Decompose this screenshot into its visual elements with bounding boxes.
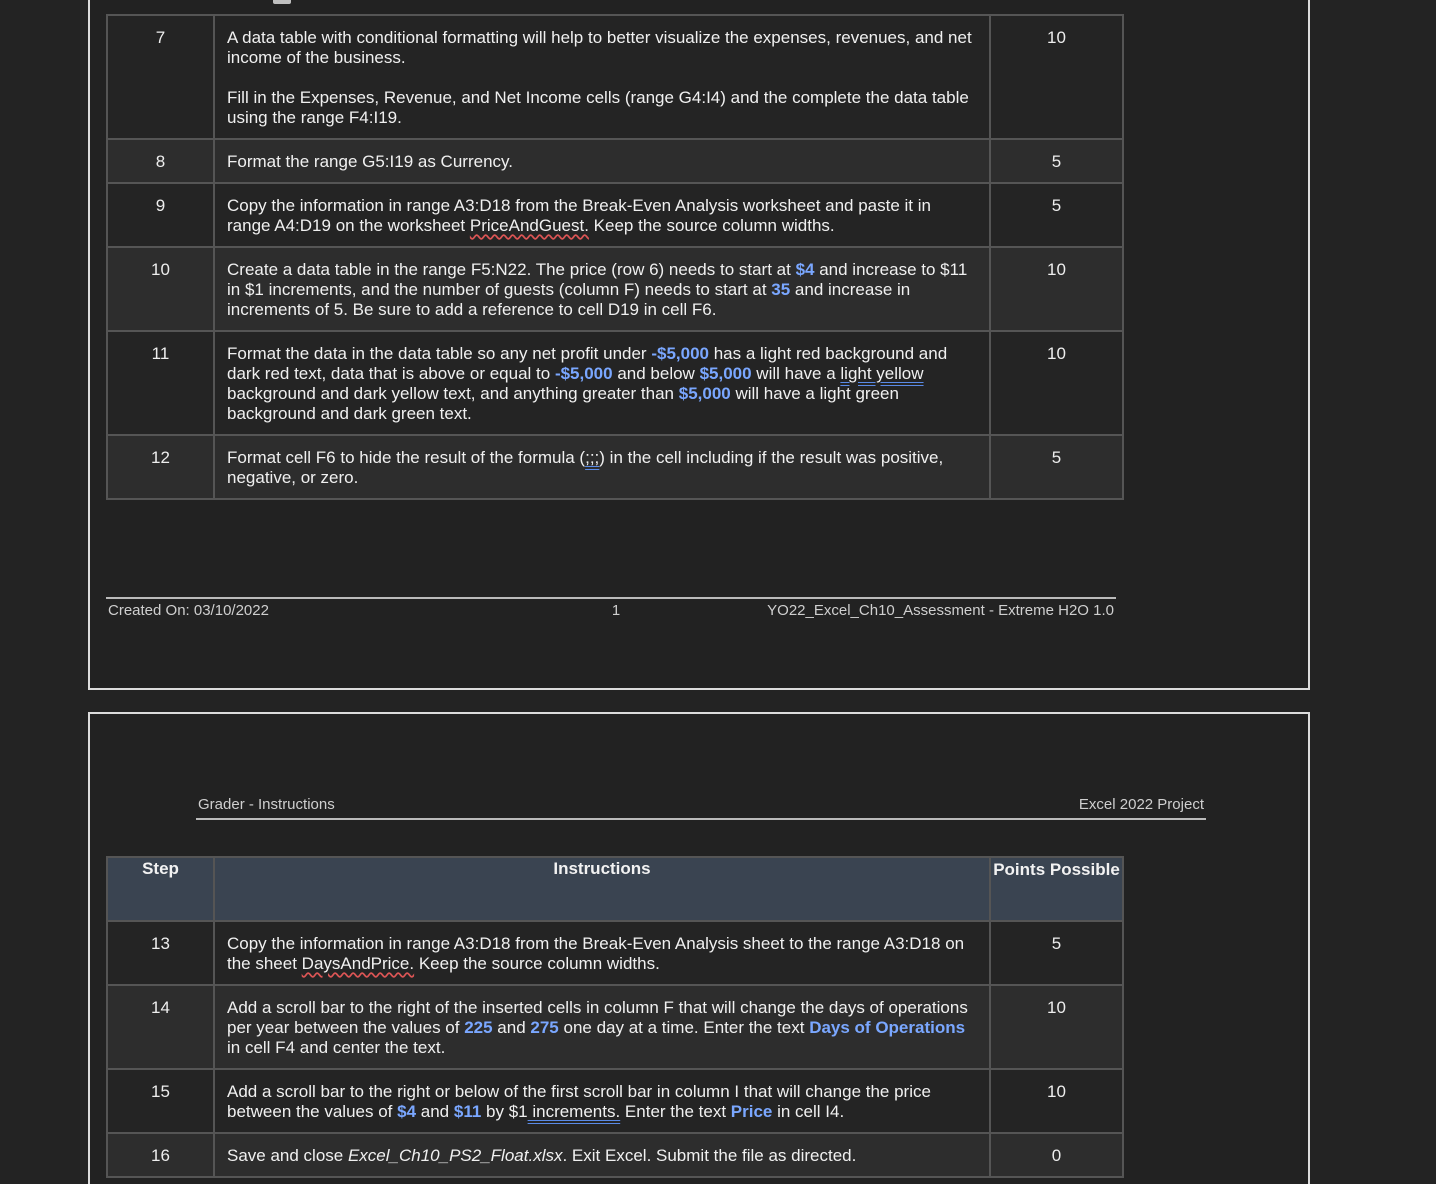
grammar-check-word: increments.	[527, 1102, 621, 1121]
points-value: 5	[990, 139, 1123, 183]
points-value: 5	[990, 435, 1123, 499]
file-name: Excel_Ch10_PS2_Float.xlsx	[347, 1146, 563, 1165]
instruction-text: Save and close Excel_Ch10_PS2_Float.xlsx. Exit Excel. Submit the file as directed.	[214, 1133, 990, 1177]
highlight-value: Days of Operations	[809, 1018, 966, 1037]
header-right: Excel 2022 Project	[1078, 796, 1204, 813]
points-value: 10	[990, 15, 1123, 139]
points-value: 10	[990, 985, 1123, 1069]
table-header-row	[107, 857, 1123, 921]
step-number: 10	[107, 247, 214, 331]
instruction-paragraph: A data table with conditional formatting will help to better visualize the expenses, revenues, and net income of the business.	[227, 28, 972, 67]
grammar-check-word: light yellow	[840, 364, 924, 383]
column-header-step: Step	[107, 857, 214, 921]
instruction-text: Format cell F6 to hide the result of the formula (;;;) in the cell including if the result was positive, negative, or zero.	[214, 435, 990, 499]
instruction-text: Format the range G5:I19 as Currency.	[214, 139, 990, 183]
points-value: 0	[990, 1133, 1123, 1177]
page-header	[196, 796, 1206, 820]
step-number: 16	[107, 1133, 214, 1177]
highlight-value: $4	[795, 260, 815, 279]
highlight-value: -$5,000	[554, 364, 613, 383]
points-value: 5	[990, 183, 1123, 247]
column-header-points: Points Possible	[990, 857, 1123, 921]
table-row	[107, 1133, 1123, 1177]
step-number: 7	[107, 15, 214, 139]
highlight-value: $5,000	[699, 364, 752, 383]
points-value: 10	[990, 331, 1123, 435]
spellcheck-word: PriceAndGuest.	[469, 216, 589, 235]
grammar-check-word: ;;;	[585, 448, 600, 467]
spellcheck-word: DaysAndPrice.	[301, 954, 415, 973]
page-number: 1	[611, 602, 621, 619]
table-row	[107, 247, 1123, 331]
points-value: 5	[990, 921, 1123, 985]
step-number: 9	[107, 183, 214, 247]
document-id: YO22_Excel_Ch10_Assessment - Extreme H2O 1.0	[767, 602, 1114, 619]
instruction-text: Format the data in the data table so any net profit under -$5,000 has a light red background and dark red text, data that is above or equal to -$5,000 and below $5,000 will have a light yellow background and dark yellow text, and anything greater than $5,000 will have a light green background and dark green text.	[214, 331, 990, 435]
instruction-text: Copy the information in range A3:D18 from the Break-Even Analysis worksheet and paste it in range A4:D19 on the worksheet PriceAndGuest. Keep the source column widths.	[214, 183, 990, 247]
instruction-paragraph: Fill in the Expenses, Revenue, and Net Income cells (range G4:I4) and the complete the data table using the range F4:I19.	[227, 88, 969, 127]
highlight-value: -$5,000	[651, 344, 709, 363]
highlight-value: 275	[530, 1018, 559, 1037]
instruction-text: Copy the information in range A3:D18 from the Break-Even Analysis sheet to the range A3:D18 on the sheet DaysAndPrice. Keep the source column widths.	[214, 921, 990, 985]
table-row	[107, 1069, 1123, 1133]
table-row	[107, 985, 1123, 1069]
instruction-text: Add a scroll bar to the right of the inserted cells in column F that will change the days of operations per year between the values of 225 and 275 one day at a time. Enter the text Days of Operations in cell F4 and center the text.	[214, 985, 990, 1069]
highlight-value: 35	[771, 280, 791, 299]
highlight-value: $5,000	[678, 384, 731, 403]
instruction-text: Add a scroll bar to the right or below of the first scroll bar in column I that will change the price between the values of $4 and $11 by $1 increments. Enter the text Price in cell I4.	[214, 1069, 990, 1133]
steps-table-page-1	[106, 14, 1124, 500]
table-row	[107, 435, 1123, 499]
highlight-value: 225	[464, 1018, 493, 1037]
instruction-text: Create a data table in the range F5:N22. The price (row 6) needs to start at $4 and increase to $11 in $1 increments, and the number of guests (column F) needs to start at 35 and increase in increments of 5. Be sure to add a reference to cell D19 in cell F6.	[214, 247, 990, 331]
table-row	[107, 183, 1123, 247]
points-value: 10	[990, 247, 1123, 331]
step-number: 11	[107, 331, 214, 435]
points-value: 10	[990, 1069, 1123, 1133]
table-row	[107, 139, 1123, 183]
highlight-value: Price	[730, 1102, 773, 1121]
scroll-thumb[interactable]	[273, 0, 291, 4]
instruction-text	[214, 15, 990, 139]
step-number: 12	[107, 435, 214, 499]
step-number: 8	[107, 139, 214, 183]
step-number: 15	[107, 1069, 214, 1133]
step-number: 13	[107, 921, 214, 985]
header-left: Grader - Instructions	[198, 796, 335, 813]
table-row	[107, 921, 1123, 985]
column-header-instructions: Instructions	[214, 857, 990, 921]
step-number: 14	[107, 985, 214, 1069]
highlight-value: $4	[397, 1102, 417, 1121]
table-row	[107, 331, 1123, 435]
highlight-value: $11	[453, 1102, 482, 1121]
table-row	[107, 15, 1123, 139]
created-date: Created On: 03/10/2022	[108, 602, 269, 619]
page-footer	[106, 597, 1116, 619]
steps-table-page-2	[106, 856, 1124, 1178]
